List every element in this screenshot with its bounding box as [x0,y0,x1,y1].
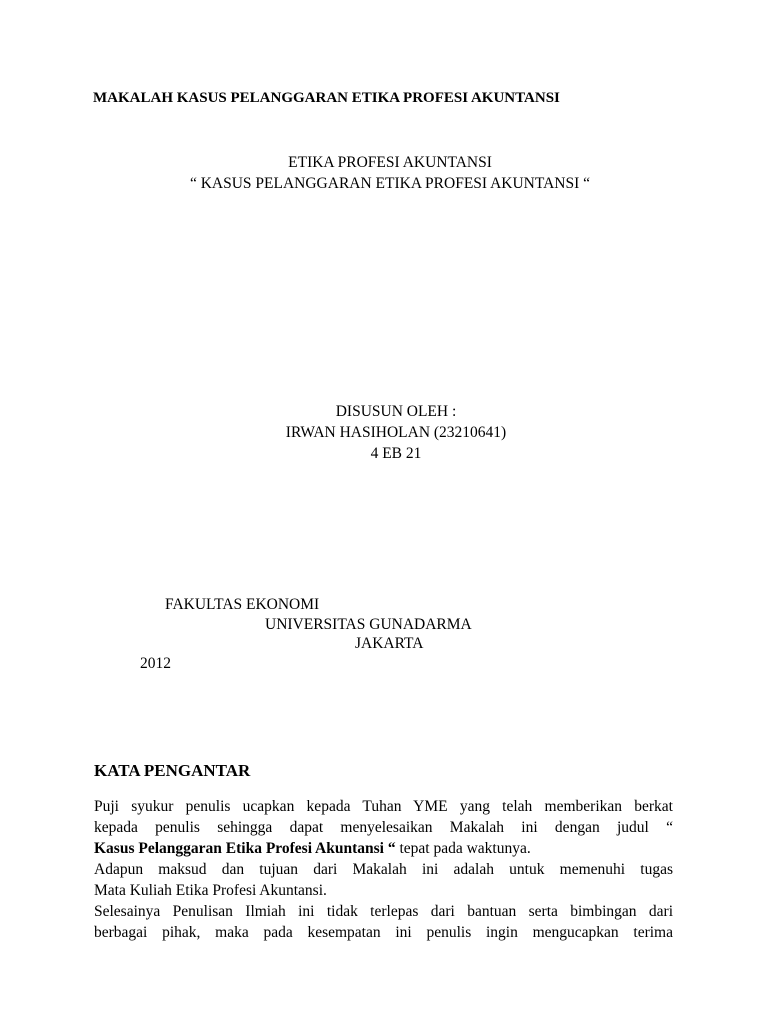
document-title: MAKALAH KASUS PELANGGARAN ETIKA PROFESI AKUNTANSI [93,90,560,106]
faculty-name: FAKULTAS EKONOMI [165,596,320,613]
author-name: IRWAN HASIHOLAN (23210641) [285,424,507,441]
author-block [12,401,768,464]
course-subject: ETIKA PROFESI AKUNTANSI [288,154,492,171]
class-code: 4 EB 21 [370,445,422,462]
university-name: UNIVERSITAS GUNADARMA [265,616,472,633]
city-name: JAKARTA [355,635,424,652]
foreword-bold-title: Kasus Pelanggaran Etika Profesi Akuntansi “ [94,840,396,857]
foreword-line-rest: tepat pada waktunya. [395,840,531,857]
foreword-line [94,838,673,859]
foreword-heading: KATA PENGANTAR [94,761,251,780]
year: 2012 [140,655,171,672]
foreword-line: Adapun maksud dan tujuan dari Makalah ini adalah untuk memenuhi tugas [94,861,673,878]
prepared-by-label: DISUSUN OLEH : [335,403,457,420]
foreword-line: berbagai pihak, maka pada kesempatan ini penulis ingin mengucapkan terima [94,924,673,941]
foreword-line: Puji syukur penulis ucapkan kepada Tuhan YME yang telah memberikan berkat [94,798,673,815]
foreword-line: Selesainya Penulisan Ilmiah ini tidak terlepas dari bantuan serta bimbingan dari [94,903,673,920]
paper-title: “ KASUS PELANGGARAN ETIKA PROFESI AKUNTANSI “ [189,175,591,192]
foreword-line: kepada penulis sehingga dapat menyelesaikan Makalah ini dengan judul “ [94,819,673,836]
foreword-line: Mata Kuliah Etika Profesi Akuntansi. [94,882,327,899]
foreword-paragraph [94,796,673,943]
